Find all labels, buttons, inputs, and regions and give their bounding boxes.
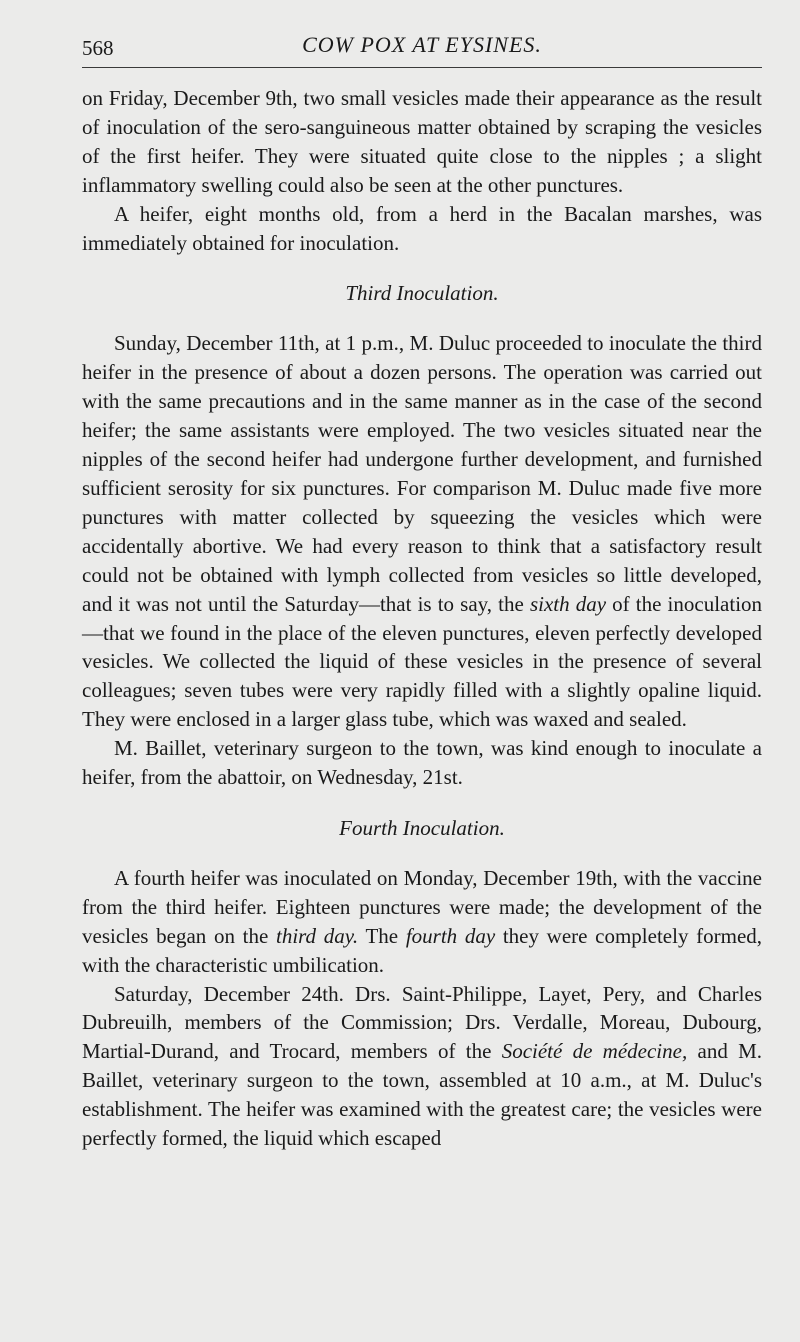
heading-fourth-inoculation: Fourth Inoculation.	[339, 815, 505, 840]
text-run: Sunday, December 11th, at 1 p.m., M. Duluc proceeded to inoculate the third heifer in the presence of about a dozen persons. The operation was carried out with the same precautions and in the same manner as in the case of the second heifer; the same assistants were employed. The two vesicles situated near the nipples of the second heifer had undergone further development, and furnished sufficient serosity for six punctures. For comparison M. Duluc made five more punctures with matter collected by squeezing the vesicles which were accidentally abortive. We had every reason to think that a satisfactory result could not be obtained with lymph collected from vesicles so little developed, and it was not until the Saturday—that is to say, the	[82, 331, 762, 616]
paragraph-fourth-inoculation	[82, 864, 762, 980]
text-run: The	[365, 923, 399, 948]
text-run: A fourth heifer was inoculated on Monday, December 19th, with the vaccine from the third heifer. Eighteen punctures were made; the development of the vesicles began on the	[82, 865, 762, 948]
running-head	[82, 30, 762, 62]
heading-third-inoculation: Third Inoculation.	[345, 281, 499, 306]
paragraph-third-inoculation	[82, 329, 762, 734]
paragraph-december-24	[82, 980, 762, 1153]
text-run: of the inoculation—that we found in the place of the eleven punctures, eleven perfectly developed vesicles. We collected the liquid of these vesicles in the presence of several colleagues; seven tubes were very rapidly filled with a slightly opaline liquid. They were enclosed in a larger glass tube, which was waxed and sealed.	[82, 591, 763, 732]
emphasis-sixth-day: sixth day	[529, 591, 607, 616]
page-number: 568	[82, 36, 114, 60]
body-text	[82, 84, 762, 1153]
emphasis-societe: Société de médecine,	[501, 1039, 688, 1064]
running-title: COW POX AT EYSINES.	[302, 32, 542, 57]
emphasis-third-day: third day.	[276, 923, 359, 948]
header-rule	[82, 67, 762, 68]
text-run: Saturday, December 24th. Drs. Saint-Philippe, Layet, Pery, and Charles Dubreuilh, members of the Commission; Drs. Verdalle, Moreau, Dubourg, Martial-Durand, and Trocard, members of the	[82, 981, 762, 1064]
paragraph-continued: on Friday, December 9th, two small vesicles made their appearance as the result of inoculation of the sero-sanguineous matter obtained by scraping the vesicles of the first heifer. They were situated quite close to the nipples ; a slight inflammatory swelling could also be seen at the other punctures.	[82, 86, 762, 197]
text-run: they were completely formed, with the characteristic umbilication.	[82, 923, 763, 977]
emphasis-fourth-day: fourth day	[405, 923, 496, 948]
paragraph-bacalan-heifer: A heifer, eight months old, from a herd in the Bacalan marshes, was immediately obtained for inoculation.	[82, 201, 762, 255]
text-run: and M. Baillet, veterinary surgeon to the town, assembled at 10 a.m., at M. Duluc's establishment. The heifer was examined with the greatest care; the vesicles were perfectly formed, the liquid which escaped	[82, 1039, 763, 1151]
paragraph-baillet: M. Baillet, veterinary surgeon to the town, was kind enough to inoculate a heifer, from the abattoir, on Wednesday, 21st.	[82, 736, 762, 790]
